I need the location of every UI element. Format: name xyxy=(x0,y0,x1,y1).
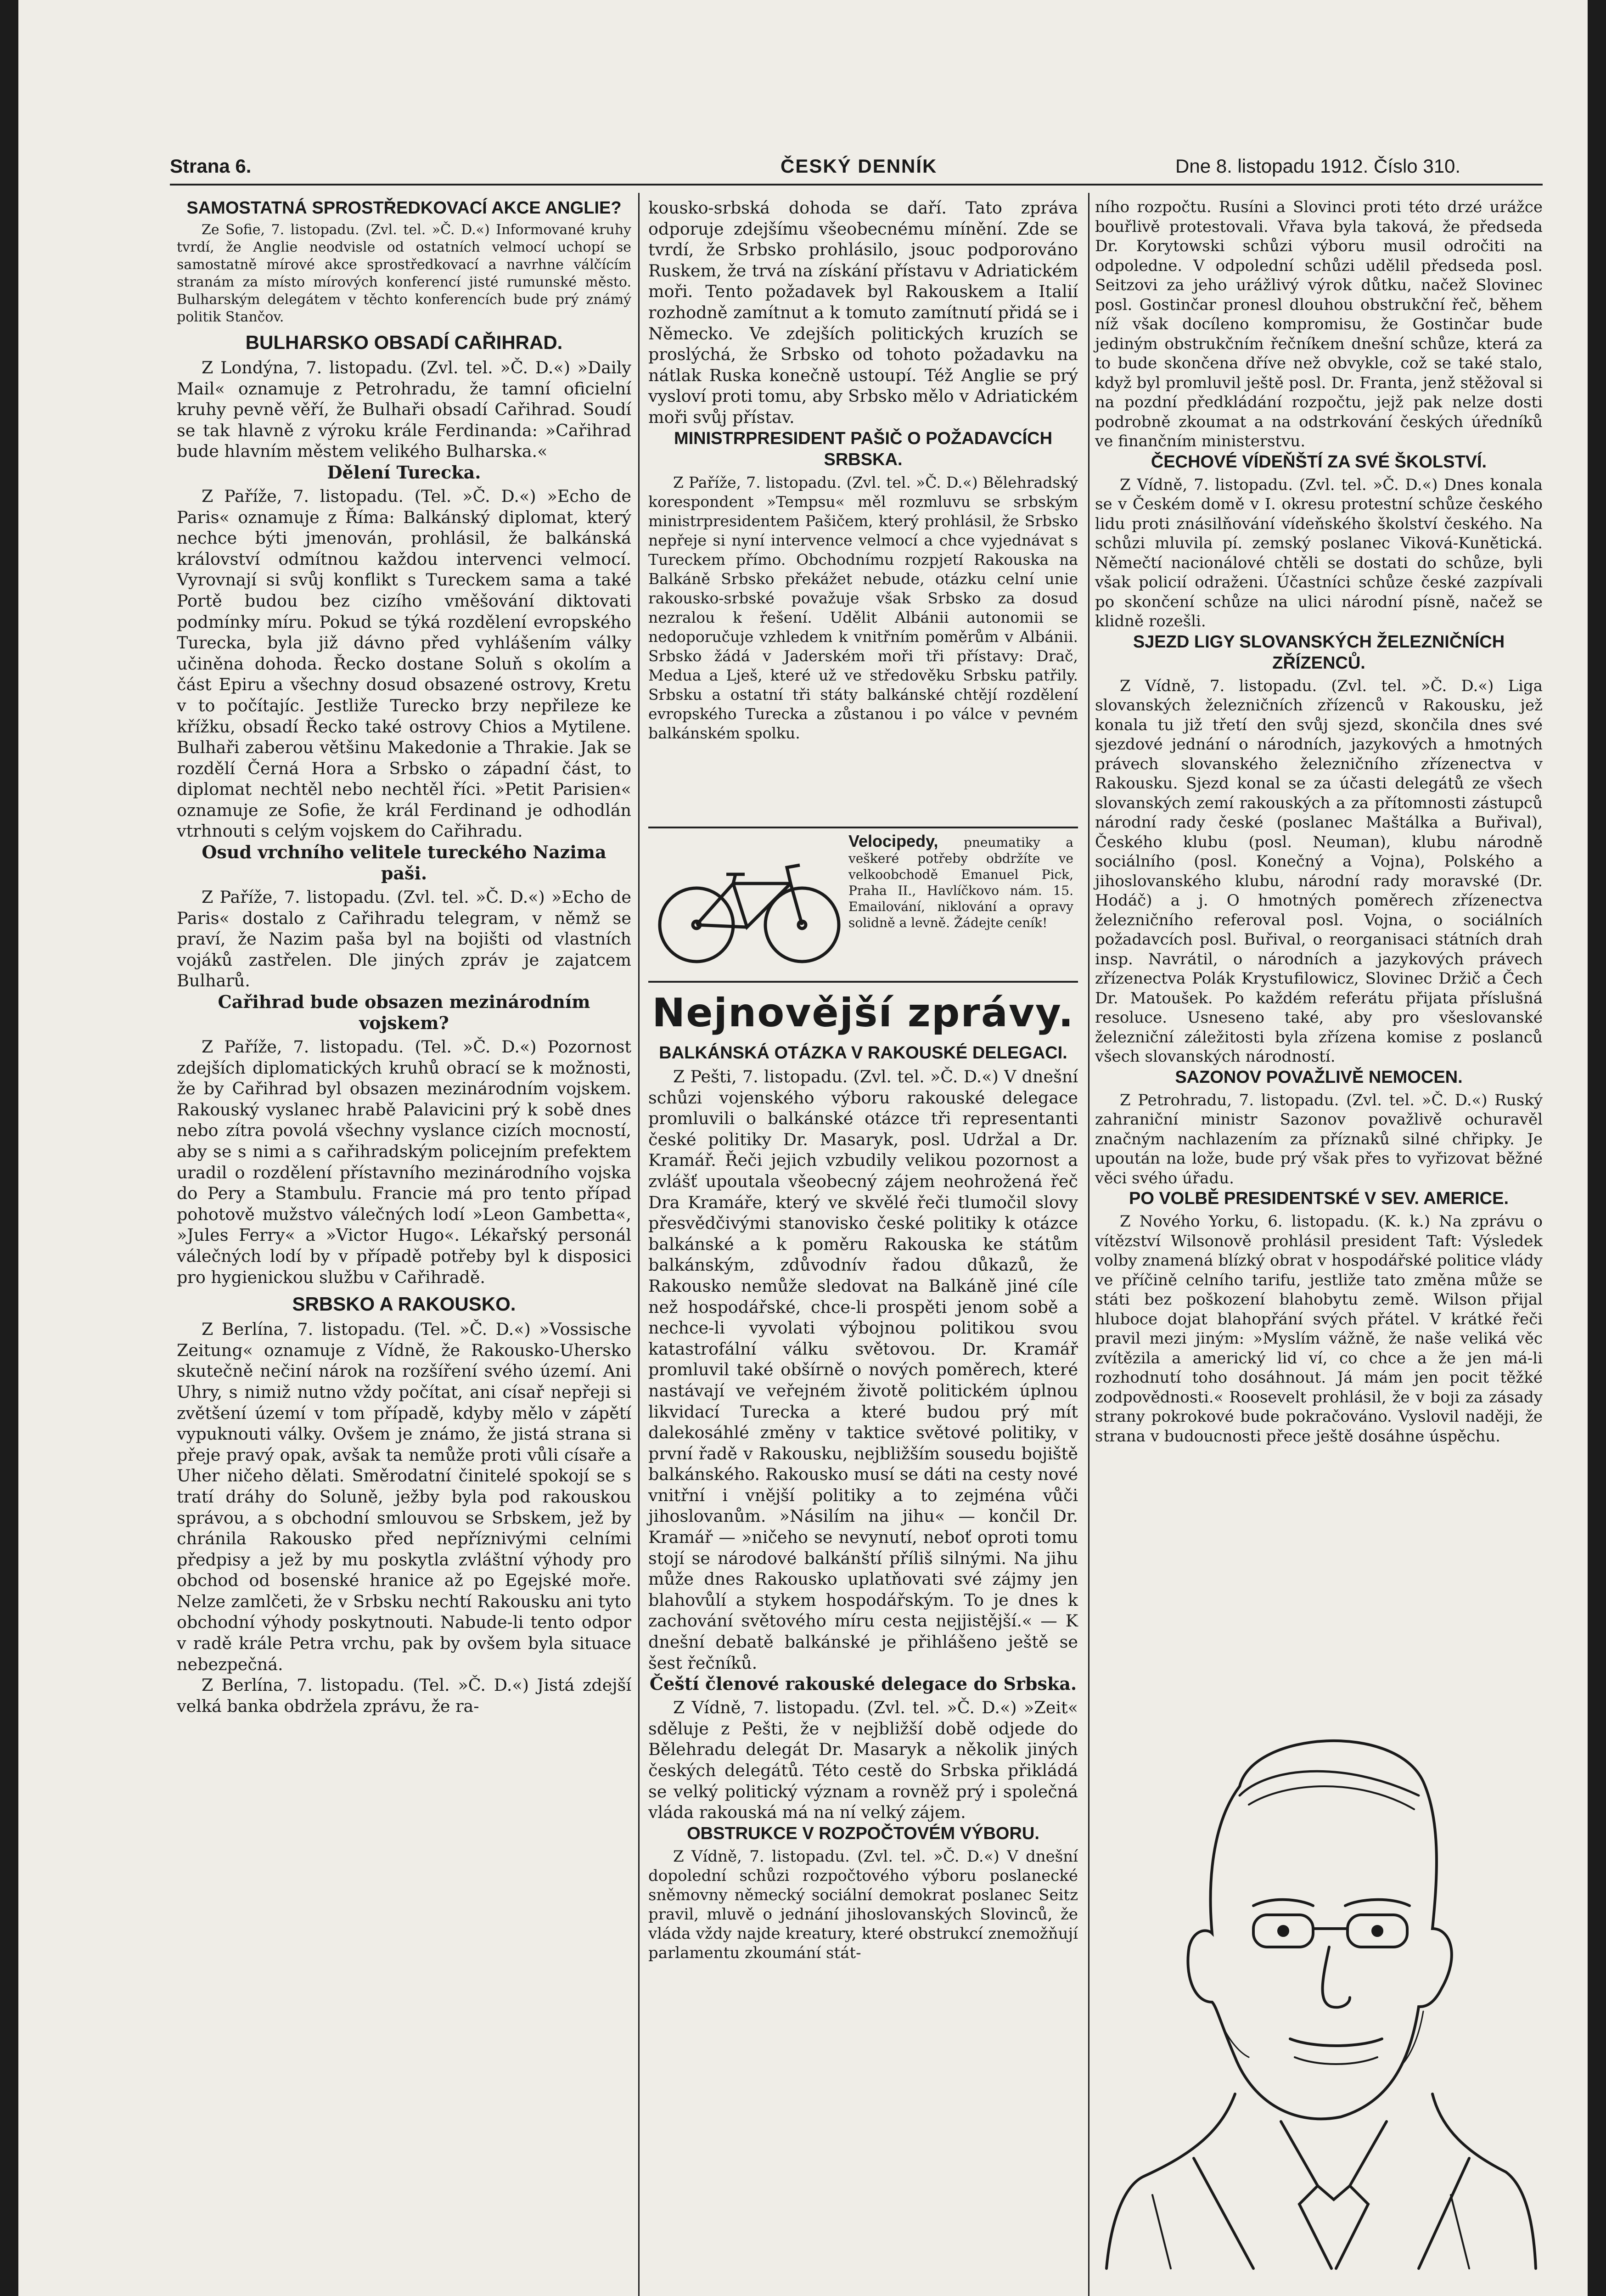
headline: SJEZD LIGY SLOVANSKÝCH ŽELEZNIČNÍCH ZŘÍZENCŮ. xyxy=(1133,632,1505,673)
header-rule xyxy=(170,184,1543,186)
headline: SAMOSTATNÁ SPROSTŘEDKOVACÍ AKCE ANGLIE? xyxy=(186,198,622,218)
headline: BALKÁNSKÁ OTÁZKA V RAKOUSKÉ DELEGACI. xyxy=(659,1043,1067,1063)
article-text: Z Vídně, 7. listopadu. (Zvl. tel. »Č. D.«) »Zeit« sděluje z Pešti, že v nejbližší době odjede do Bělehradu delegát Dr. Masaryk a několik jiných českých delegátů. Této cestě do Srbska přikládá se velký politický význam a rovněž prý i společná vláda rakouská má na ní velký zájem. xyxy=(648,1698,1078,1823)
article-text: ního rozpočtu. Rusíni a Slovinci proti této drzé urážce bouřlivě protestovali. Vřava byla taková, že předseda Dr. Korytowski schůzi výboru musil odročiti na odpoledne. V odpolední schůzi udělil předseda posl. Seitzovi za jeho urážlivý výrok důtku, načež Slovinec posl. Gostinčar pronesl dlouhou obstrukční řeč, během níž však docíleno kompromisu, že Gostinčar bude jediným obstrukčním řečníkem dnešní schůze, která za to bude skončena dříve než obvykle, což se také stalo, když byl promluvil ještě posl. Dr. Franta, jenž stěžoval si na pozdní předkládání rozpočtu, jejž pak nelze dosti podrobně zkoumat a na odstrkování českých úředníků ve finančním ministerstvu. xyxy=(1095,198,1543,450)
article-text: Z Vídně, 7. listopadu. (Zvl. tel. »Č. D.«) V dnešní dopolední schůzi rozpočtového výboru poslanecké sněmovny německý sociální demokrat poslanec Seitz pravil, mluvě o jednání jihoslovanských Slovinců, že vláda vždy najde kreatury, které obstrukcí znemožňují parlamentu zkoumání stát- xyxy=(648,1847,1078,1962)
column-rule-2 xyxy=(1088,193,1089,2296)
article-text: Z Paříže, 7. listopadu. (Zvl. tel. »Č. D.«) Bělehradský korespondent »Tempsu« měl rozmluvu se srbským ministrpresidentem Pašičem, který prohlásil, že Srbsko nepřeje si nyní intervence velmocí a chce vyjednávat s Tureckem přímo. Obchodnímu rozpjetí Rakouska na Balkáně Srbsko překážet nebude, otázku celní unie rakousko-srbské považuje však Srbsko za dosud nezralou k řešení. Udělit Albánii autonomii se nedoporučuje vzhledem k vnitřním poměrům v Albánii. Srbsko žádá v Jaderském moři tři přístavy: Drač, Medua a Lješ, které už ve středověku Srbsku patřily. Srbsku a ostatní tři státy balkánské chtějí rozdělení evropského Turecka a zůstanou i po válce v pevném balkánském spolku. xyxy=(648,473,1078,742)
page-number: Strana 6. xyxy=(170,155,252,177)
subheadline: Osud vrchního velitele tureckého Nazima paši. xyxy=(202,842,606,884)
headline: MINISTRPRESIDENT PAŠIČ O POŽADAVCÍCH SRBSKA. xyxy=(674,428,1053,469)
article-text: Z Berlína, 7. listopadu. (Tel. »Č. D.«) Jistá zdejší velká banka obdržela zprávu, že ra- xyxy=(177,1675,631,1716)
headline: BULHARSKO OBSADÍ CAŘIHRAD. xyxy=(245,332,563,353)
article-text: Z Londýna, 7. listopadu. (Zvl. tel. »Č. D.«) »Daily Mail« oznamuje z Petrohradu, že tamní oficielní kruhy pevně věří, že Bulhaři obsadí Cařihrad. Soudí se tak hlavně z výroku krále Ferdinanda: »Cařihrad bude hlavním městem velikého Bulharska.« xyxy=(177,358,631,461)
column-1 xyxy=(177,197,631,1716)
column-2 xyxy=(648,197,1078,743)
article-text: Z Paříže, 7. listopadu. (Zvl. tel. »Č. D.«) »Echo de Paris« dostalo z Cařihradu telegram, v němž se praví, že Nazim paša byl na bojišti od vlastních vojáků zastřelen. Dle jiných zpráv je zajatcem Bulharů. xyxy=(177,887,631,991)
article-text: Z Nového Yorku, 6. listopadu. (K. k.) Na zprávu o vítězství Wilsonově prohlásil president Taft: Výsledek volby znamená blízký obrat v hospodářské politice vlády ve příčině celního tarifu, jestliže tato změna může se státi bez poškození blahobytu země. Wilson přijal hluboce dojat blahopřání svých přátel. V krátké řeči pravil mezi jiným: »Myslím vážně, že naše veliká věc zvítězila a americký lid ví, co chce a že jen má-li rozhodnutí toho dosáhnout. Já mám jen pocit těžké zodpovědnosti.« Roosevelt prohlásil, že v boji za zásady strany pokrokové bude pokračováno. Vyslovil naději, že strana v budoucnosti přece ještě dosáhne úspěchu. xyxy=(1095,1212,1543,1446)
ad-title: Velocipedy, xyxy=(848,832,938,850)
headline: SRBSKO A RAKOUSKO. xyxy=(292,1293,516,1315)
ad-body: pneumatiky a veškeré potřeby obdržíte ve velkoobchodě Emanuel Pick, Praha II., Havlíčkovo nám. 15. Emailování, niklování a opravy solidně a levně. Žádejte ceník! xyxy=(848,835,1073,930)
article-text: Z Petrohradu, 7. listopadu. (Zvl. tel. »Č. D.«) Ruský zahraniční ministr Sazonov považlivě ochuravěl značným nachlazením za příznaků silné chřipky. Je upoután na lože, bude prý však přes to vyřizovat běžné věci svého úřadu. xyxy=(1095,1091,1543,1187)
issue-date: Dne 8. listopadu 1912. Číslo 310. xyxy=(1175,155,1461,177)
latest-news-banner: Nejnovější zprávy. xyxy=(652,990,1074,1036)
headline: PO VOLBĚ PRESIDENTSKÉ V SEV. AMERICE. xyxy=(1129,1189,1509,1208)
article-text: Z Paříže, 7. listopadu. (Tel. »Č. D.«) »Echo de Paris« oznamuje z Říma: Balkánský diplomat, který nechce býti jmenován, prohlásil, že balkánská království odmítnou každou intervenci velmocí. Vyrovnají si svůj konflikt s Tureckem sama a také Portě budou bez cizího vměšování diktovati podmínky míru. Pokud se týká rozdělení evropského Turecka, byla již dávno před vyhlášením války učiněna dohoda. Řecko dostane Soluň s okolím a část Epiru a všechny dosud obsazené ostrovy, Kretu v to počítajíc. Jestliže Turecko brzy nepřileze ke křížku, obsadí Řecko také ostrovy Chios a Mytilene. Bulhaři zaberou většinu Makedonie a Thrakie. Jak se rozdělí Černá Hora a Srbsko o západní část, to diplomat nechtěl nebo nechtěl říci. »Petit Parisien« oznamuje ze Sofie, že král Ferdinand je odhodlán vtrhnouti s celým vojskem do Cařihradu. xyxy=(177,486,631,841)
article-text: kousko-srbská dohoda se daří. Tato zpráva odporuje zdejšímu všeobecnému mínění. Zde se tvrdí, že Srbsko prohlásilo, jsouc podporováno Ruskem, že trvá na získání přístavu v Adriatickém moři. Tento požadavek byl Rakouskem a Italií rozhodně zamítnut a k tomuto zamítnutí přidá se i Německo. Ve zdejších politických kruzích se proslýchá, že Srbsko od tohoto požadavku na nátlak Ruska konečně ustoupí. Též Anglie se prý vysloví proti tomu, aby Srbsko mělo v Adriatickém moři svůj přístav. xyxy=(648,198,1078,427)
subheadline: Dělení Turecka. xyxy=(327,461,481,483)
page-header xyxy=(170,151,1543,183)
column-3 xyxy=(1095,197,1543,1446)
article-text: Z Berlína, 7. listopadu. (Tel. »Č. D.«) »Vossische Zeitung« oznamuje z Vídně, že Rakousko-Uhersko skutečně nečiní nárok na rozšíření svého území. Ani Uhry, s nimiž nutno vždy počítat, ani císař nepřeji si zvětšení území v tom případě, kdyby mělo v zápětí vypuknouti války. Ovšem je známo, že jistá strana si přeje pravý opak, avšak ta nemůže proti vůli císaře a Uher ničeho dělati. Směrodatní činitelé spokojí se s tratí dráhy do Soluně, ježby byla pod rakouskou správou, a s obchodní smlouvou se Srbskem, jež by chránila Rakousko před nepříznivými celními předpisy a jež by mu poskytla zvláštní výhody pro obchod od bosenské hranice až po Egejské moře. Nelze zamlčeti, že v Srbsku nechtí Rakousku ani tyto obchodní výhody poskytnouti. Nabude-li tento odpor v radě krále Petra vrchu, pak by ovšem byla situace nebezpečná. xyxy=(177,1319,631,1674)
bicycle-advertisement xyxy=(648,827,1078,983)
masthead-title: ČESKÝ DENNÍK xyxy=(781,155,938,177)
column-2-lower xyxy=(648,1042,1078,1963)
subheadline: Čeští členové rakouské delegace do Srbska. xyxy=(649,1673,1077,1694)
headline: ČECHOVÉ VÍDEŇŠTÍ ZA SVÉ ŠKOLSTVÍ. xyxy=(1151,452,1487,472)
column-rule-1 xyxy=(638,193,640,2296)
bicycle-icon xyxy=(653,847,846,966)
headline: OBSTRUKCE V ROZPOČTOVÉM VÝBORU. xyxy=(687,1823,1039,1843)
ad-text xyxy=(848,833,1073,931)
article-text: Z Pešti, 7. listopadu. (Zvl. tel. »Č. D.«) V dnešní schůzi vojenského výboru rakouské delegace promluvili o balkánské otázce tři representanti české politiky Dr. Masaryk, posl. Udržal a Dr. Kramář. Řeči jejich vzbudily velikou pozornost a zvlášť upoutala všeobecný zájem neohrožená řeč Dra Kramáře, který ve skvělé řeči tlumočil slovy přesvědčivými stanovisko české politiky k otázce balkánské a k poměru Rakouska ke státům balkánským, zdůvodnív řadou důkazů, že Rakousko nemůže sledovat na Balkáně jiné cíle než hospodářské, chce-li prospěti jenom sobě a nechce-li vyvolati výbojnou politikou svou katastrofální válku světovou. Dr. Kramář promluvil také obšírně o nových poměrech, které nastávají ve veřejném životě politickém úplnou likvidací Turecka a které budou prý mít dalekosáhlé změny v taktice světové politiky, v první řadě v Rakousku, nejbližším sousedu bojiště balkánského. Rakousko musí se dáti na cesty nové vnitřní i vnější politiky a to zejména vůči jihoslovanům. »Násilím na jihu« — končil Dr. Kramář — »ničeho se nevynutí, neboť oproti tomu stojí se národové balkánští příliš silnými. Na jihu může dnes Rakousko uplatňovati své zájmy jen blahovůlí a stykem hospodářským. To je dnes k zachování světového míru cesta nejjistější.« — K dnešní debatě balkánské je přihlášeno ještě se šest řečníků. xyxy=(648,1067,1078,1673)
article-text: Z Vídně, 7. listopadu. (Zvl. tel. »Č. D.«) Dnes konala se v Českém domě v I. okresu protestní schůze českého lidu proti znásilňování vídeňského školství českého. Na schůzi mluvila pí. zemský poslanec Viková-Kunětická. Němečtí nacionálové chtěli se dostati do schůze, byli však policií odraženi. Účastníci schůze české zazpívali po skončení schůze na ulici národní písně, načež se klidně rozešli. xyxy=(1095,475,1543,630)
article-text: Ze Sofie, 7. listopadu. (Zvl. tel. »Č. D.«) Informované kruhy tvrdí, že Anglie neodvisle od ostatních velmocí uchopí se samostatně mírové akce sprostředkovací a navrhne válčícím stranám za místo mírových konferencí jisté rumunské město. Bulharským delegátem v těchto konferencích bude prý známý politik Stančov. xyxy=(177,222,631,325)
newspaper-page xyxy=(18,0,1588,2296)
article-text: Z Vídně, 7. listopadu. (Zvl. tel. »Č. D.«) Liga slovanských železničních zřízenců v Rakousku, jež konala tu již třetí den svůj sjezd, skončila dnes své sjezdové jednání o národních, jazykových a hmotných právech slovanského železničního zřízenectva v Rakousku. Sjezd konal se za účasti delegátů ze všech slovanských zemí rakouských a za přítomnosti zástupců národní rady české (poslanec Maštálka a Buřival), Českého klubu (posl. Neuman), klubu národně sociálního (posl. Konečný a Vojna), Polského a jihoslovanského klubu, národní rady moravské (Dr. Hodáč) a j. O hmotných poměrech zřízenectva železničního referoval posl. Vojna, o sociálních požadavcích posl. Buřival, o reorganisaci státních drah insp. Navrátil, o národních a jazykových právech zřízenectva Polák Krystufilowicz, Slovinec Držič a Čech Dr. Matoušek. Po každém referátu přijata příslušná resoluce. Usneseno také, aby pro všeslovanské železniční záležitosti byla zřízena komise z poslanců všech slovanských národností. xyxy=(1095,676,1543,1066)
headline: SAZONOV POVAŽLIVĚ NEMOCEN. xyxy=(1175,1067,1463,1087)
article-text: Z Paříže, 7. listopadu. (Tel. »Č. D.«) Pozornost zdejších diplomatických kruhů obrací se k možnosti, že by Cařihrad byl obsazen mezinárodním vojskem. Rakouský vyslanec hrabě Palavicini prý k sobě dnes nebo zítra povolá všechny vyslance cizích mocností, aby se s nimi a s cařihradským policejním prefektem uradil o rozdělení přístavního mezinárodního vojska do Pery a Stambulu. Francie má pro tento případ pohotově mužstvo válečných lodí »Leon Gambetta«, »Jules Ferry« a »Victor Hugo«. Lékařský personál válečných lodí by v případě potřeby byl k disposici pro hygienickou službu v Cařihradě. xyxy=(177,1037,631,1287)
portrait-illustration xyxy=(1102,1690,1538,2273)
subheadline: Cařihrad bude obsazen mezinárodním vojskem? xyxy=(218,991,590,1034)
